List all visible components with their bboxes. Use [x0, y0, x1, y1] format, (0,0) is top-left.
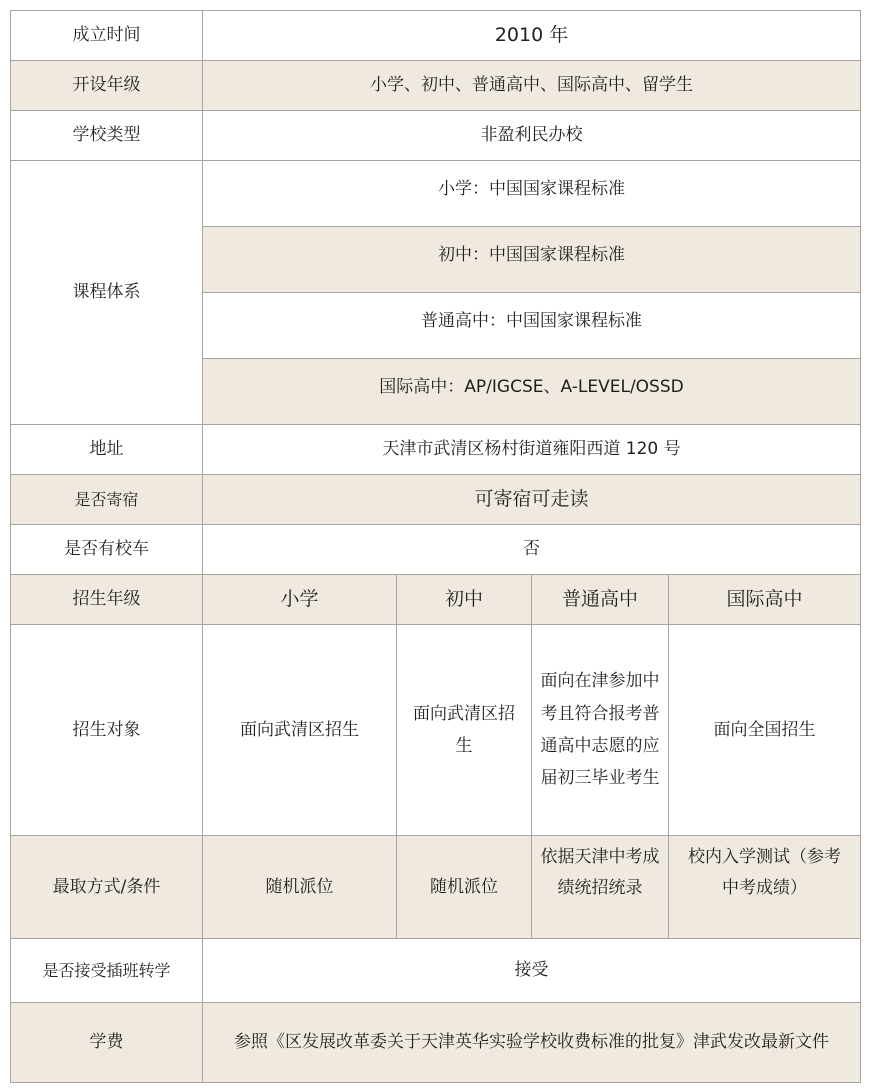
address-label: 地址	[11, 425, 203, 475]
grades-label: 开设年级	[11, 61, 203, 111]
address-value: 天津市武清区杨村街道雍阳西道 120 号	[203, 425, 861, 475]
curriculum-label: 课程体系	[11, 161, 203, 425]
curriculum-item: 初中：中国国家课程标准	[203, 227, 861, 293]
row-boarding	[11, 475, 861, 525]
enroll-grades-label: 招生年级	[11, 575, 203, 625]
row-targets	[11, 625, 861, 836]
curriculum-item: 国际高中：AP/IGCSE、A-LEVEL/OSSD	[203, 359, 861, 425]
row-enroll-grades	[11, 575, 861, 625]
grades-value: 小学、初中、普通高中、国际高中、留学生	[203, 61, 861, 111]
school-type-value: 非盈利民办校	[203, 111, 861, 161]
row-founded	[11, 11, 861, 61]
row-grades	[11, 61, 861, 111]
enroll-grade-senior: 普通高中	[532, 575, 669, 625]
enroll-grade-junior: 初中	[397, 575, 532, 625]
targets-label: 招生对象	[11, 625, 203, 836]
transfer-value: 接受	[203, 939, 861, 1003]
row-address	[11, 425, 861, 475]
row-school-type	[11, 111, 861, 161]
row-bus	[11, 525, 861, 575]
row-curriculum-1	[11, 161, 861, 227]
enroll-grade-primary: 小学	[203, 575, 397, 625]
curriculum-item: 普通高中：中国国家课程标准	[203, 293, 861, 359]
admission-junior: 随机派位	[397, 836, 532, 939]
founded-value: 2010 年	[203, 11, 861, 61]
school-info-table	[10, 10, 861, 1083]
admission-label: 最取方式/条件	[11, 836, 203, 939]
transfer-label: 是否接受插班转学	[11, 939, 203, 1003]
admission-senior: 依据天津中考成绩统招统录	[532, 836, 669, 939]
row-transfer	[11, 939, 861, 1003]
boarding-value: 可寄宿可走读	[203, 475, 861, 525]
admission-primary: 随机派位	[203, 836, 397, 939]
target-junior: 面向武清区招生	[397, 625, 532, 836]
founded-label: 成立时间	[11, 11, 203, 61]
bus-value: 否	[203, 525, 861, 575]
tuition-label: 学费	[11, 1003, 203, 1083]
bus-label: 是否有校车	[11, 525, 203, 575]
target-senior: 面向在津参加中考且符合报考普通高中志愿的应届初三毕业考生	[532, 625, 669, 836]
admission-intl: 校内入学测试（参考中考成绩）	[669, 836, 861, 939]
boarding-label: 是否寄宿	[11, 475, 203, 525]
target-intl: 面向全国招生	[669, 625, 861, 836]
tuition-value: 参照《区发展改革委关于天津英华实验学校收费标准的批复》津武发改最新文件	[203, 1003, 861, 1083]
row-tuition	[11, 1003, 861, 1083]
school-type-label: 学校类型	[11, 111, 203, 161]
row-admission	[11, 836, 861, 939]
target-primary: 面向武清区招生	[203, 625, 397, 836]
curriculum-item: 小学：中国国家课程标准	[203, 161, 861, 227]
enroll-grade-intl: 国际高中	[669, 575, 861, 625]
